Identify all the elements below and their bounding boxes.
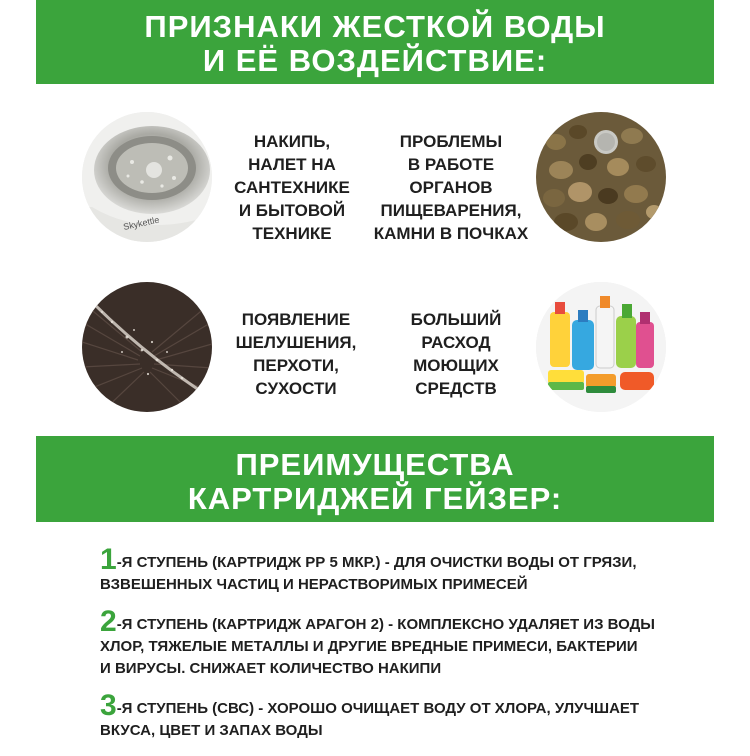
steps-list: [100, 543, 720, 756]
sign-digestion-line: ПРОБЛЕМЫ: [399, 132, 503, 151]
step-text-line: ВКУСА, ЦВЕТ И ЗАПАХ ВОДЫ: [100, 722, 323, 739]
sign-detergents-line: БОЛЬШИЙ: [410, 310, 502, 329]
step-text-line: -Я СТУПЕНЬ (КАРТРИДЖ АРАГОН 2) - КОМПЛЕКСНО УДАЛЯЕТ ИЗ ВОДЫ: [116, 616, 655, 633]
sign-hair-line: ПОЯВЛЕНИЕ: [241, 310, 351, 329]
sign-scale-line: НАЛЕТ НА: [248, 155, 336, 174]
advantages-title-line-1: ПРЕИМУЩЕСТВА: [235, 447, 515, 482]
sign-scale-line: ТЕХНИКЕ: [252, 224, 332, 243]
sign-scale-line: И БЫТОВОЙ: [238, 201, 346, 220]
sign-hair-line: ШЕЛУШЕНИЯ,: [235, 333, 357, 352]
step-text-line: -Я СТУПЕНЬ (СВС) - ХОРОШО ОЧИЩАЕТ ВОДУ ОТ ХЛОРА, УЛУЧШАЕТ: [116, 700, 640, 717]
sign-digestion-line: В РАБОТЕ: [407, 155, 495, 174]
header-title-line-1: ПРИЗНАКИ ЖЕСТКОЙ ВОДЫ: [144, 9, 606, 44]
sign-scale: [222, 130, 362, 245]
step-text-line: ВЗВЕШЕННЫХ ЧАСТИЦ И НЕРАСТВОРИМЫХ ПРИМЕСЕЙ: [100, 576, 528, 593]
step-text-line: И ВИРУСЫ. СНИЖАЕТ КОЛИЧЕСТВО НАКИПИ: [100, 660, 442, 677]
sign-detergents: [386, 308, 526, 400]
sign-digestion-line: ПИЩЕВАРЕНИЯ,: [380, 201, 522, 220]
sign-detergents-line: МОЮЩИХ: [413, 356, 499, 375]
step-number: 3: [100, 689, 117, 722]
step-item: [100, 689, 720, 742]
detergents-image: [536, 282, 666, 412]
header-banner: [36, 0, 714, 84]
sign-hair-line: СУХОСТИ: [255, 379, 337, 398]
sign-digestion-line: КАМНИ В ПОЧКАХ: [373, 224, 529, 243]
kettle-scale-image: [82, 112, 212, 242]
step-item: [100, 605, 720, 680]
kettle-brand-text: Skykettle: [122, 214, 161, 232]
sign-detergents-line: СРЕДСТВ: [415, 379, 497, 398]
advantages-title-line-2: КАРТРИДЖЕЙ ГЕЙЗЕР:: [187, 481, 563, 516]
scalp-dandruff-image: [82, 282, 212, 412]
step-text-line: -Я СТУПЕНЬ (КАРТРИДЖ РР 5 МКР.) - ДЛЯ ОЧИСТКИ ВОДЫ ОТ ГРЯЗИ,: [116, 554, 637, 571]
step-item: [100, 543, 720, 596]
advantages-banner: [36, 436, 714, 522]
sign-digestion: [366, 130, 536, 245]
sign-digestion-line: ОРГАНОВ: [409, 178, 493, 197]
sign-scale-line: САНТЕХНИКЕ: [234, 178, 350, 197]
sign-detergents-line: РАСХОД: [421, 333, 491, 352]
sign-scale-line: НАКИПЬ,: [253, 132, 331, 151]
step-text-line: ХЛОР, ТЯЖЕЛЫЕ МЕТАЛЛЫ И ДРУГИЕ ВРЕДНЫЕ ПРИМЕСИ, БАКТЕРИИ: [100, 638, 638, 655]
step-number: 2: [100, 605, 117, 638]
sign-hair: [226, 308, 366, 400]
header-title-line-2: И ЕЁ ВОЗДЕЙСТВИЕ:: [202, 43, 548, 78]
sign-hair-line: ПЕРХОТИ,: [253, 356, 339, 375]
kidney-stones-image: [536, 112, 666, 242]
step-number: 1: [100, 543, 117, 576]
